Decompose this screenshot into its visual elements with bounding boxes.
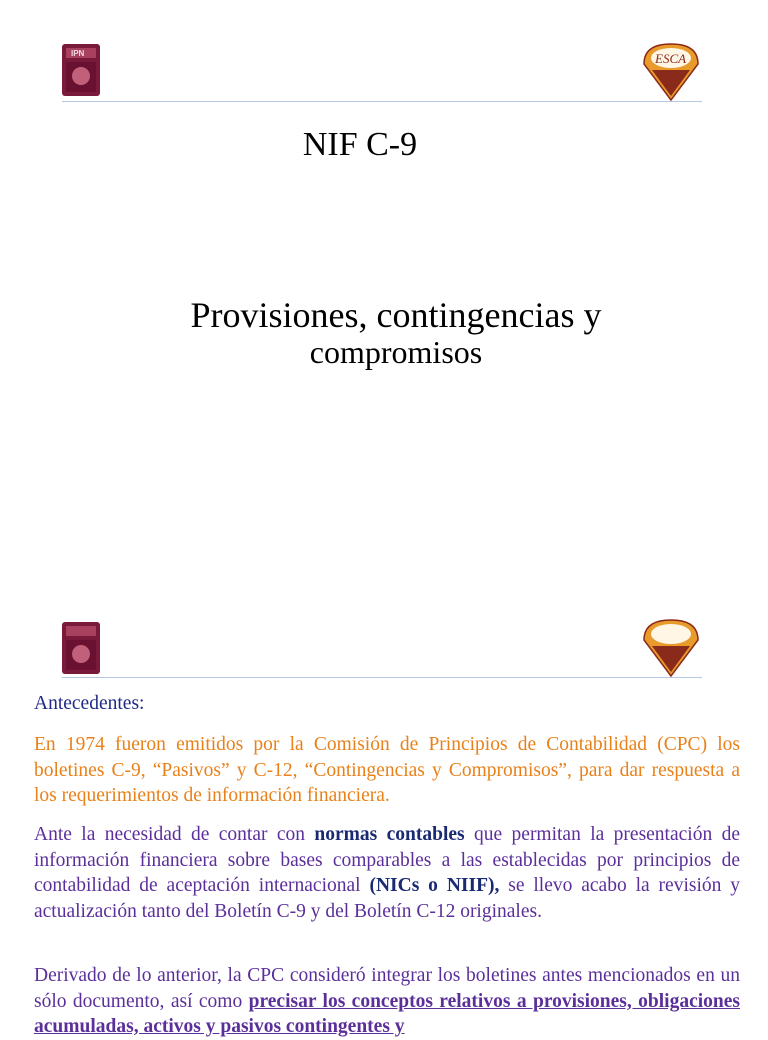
- paragraph-2-text: que permitan la presentación de información financiera sobre bases comparables a las establecidas por principios de contabilidad de aceptación internacional: [34, 824, 740, 896]
- esca-logo: [640, 40, 702, 102]
- paragraph-3: [34, 963, 740, 1040]
- paragraph-2-bold: normas contables: [314, 824, 465, 845]
- esca-logo-text: ESCA: [655, 51, 687, 66]
- slide-title: NIF C-9: [302, 126, 418, 163]
- paragraph-3-underlined: precisar los conceptos relativos a provisiones, obligaciones acumuladas, activos y pasivos contingentes y: [34, 990, 741, 1037]
- header-rule: [62, 677, 702, 678]
- ipn-logo: [58, 40, 104, 100]
- slide-subtitle-line-2: compromisos: [309, 334, 483, 370]
- paragraph-2-text: se llevo acabo la revisión y actualización tanto del Boletín C-9 y del Boletín C-12 originales.: [34, 875, 740, 922]
- paragraph-2: [34, 822, 740, 924]
- slide-2: [0, 576, 768, 1037]
- ipn-logo-text: IPN: [71, 49, 85, 58]
- esca-logo: [640, 616, 702, 678]
- ipn-logo: [58, 618, 104, 678]
- paragraph-3-text: Derivado de lo anterior, la CPC consideró integrar los boletines antes mencionados en un sólo documento, así como: [34, 965, 740, 1012]
- paragraph-2-bold: (NICs o NIIF),: [369, 875, 500, 896]
- header-rule: [62, 101, 702, 102]
- slide-subtitle-line-1: Provisiones, contingencias y: [190, 295, 602, 335]
- paragraph-2-text: Ante la necesidad de contar con: [34, 824, 315, 845]
- paragraph-1: En 1974 fueron emitidos por la Comisión de Principios de Contabilidad (CPC) los boletines C-9, “Pasivos” y C-12, “Contingencias y Compromisos”, para dar respuesta a los requerimientos de información financiera.: [34, 734, 740, 806]
- section-heading: Antecedentes:: [34, 693, 145, 714]
